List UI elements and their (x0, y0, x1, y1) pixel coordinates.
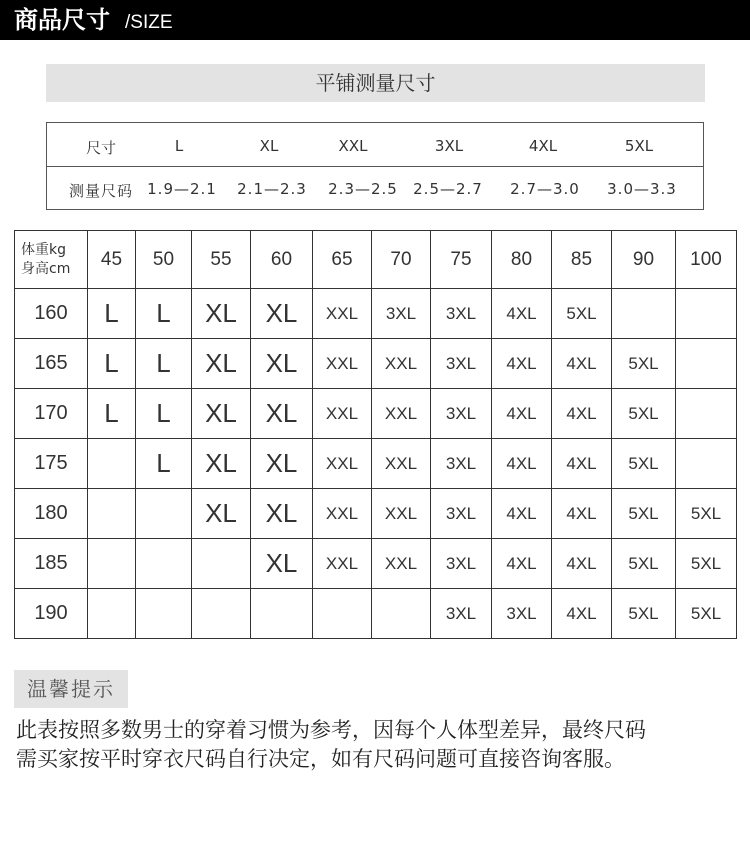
size-cell (612, 289, 676, 339)
height-label-cell: 160 (15, 289, 88, 339)
weight-header-cell: 55 (192, 231, 251, 289)
table-row (15, 389, 737, 439)
size-cell (192, 539, 251, 589)
size-cell: 5XL (676, 589, 737, 639)
size-cell: 4XL (492, 339, 552, 389)
height-label-cell: 180 (15, 489, 88, 539)
measure-range-cell: 1.9—2.1 (147, 180, 217, 198)
size-cell: XXL (372, 489, 431, 539)
size-cell: 4XL (552, 339, 612, 389)
tips-label: 温馨提示 (14, 670, 128, 708)
height-label-cell: 190 (15, 589, 88, 639)
height-label-cell: 185 (15, 539, 88, 589)
size-cell: 5XL (676, 539, 737, 589)
size-cell: XL (251, 389, 313, 439)
header-bar (0, 0, 750, 40)
measure-size-cell: L (174, 137, 184, 155)
size-cell: XXL (313, 489, 372, 539)
size-cell: 5XL (612, 389, 676, 439)
size-cell: L (88, 339, 136, 389)
size-cell: XXL (372, 339, 431, 389)
table-row (15, 539, 737, 589)
measure-table (46, 122, 704, 210)
measure-section-title: 平铺测量尺寸 (46, 64, 705, 102)
weight-header-cell: 100 (676, 231, 737, 289)
measure-range-cell: 2.7—3.0 (510, 180, 580, 198)
tips-text (16, 716, 740, 774)
height-label-cell: 175 (15, 439, 88, 489)
header-title: 商品尺寸 (14, 6, 110, 34)
size-cell: XL (251, 439, 313, 489)
size-cell: XL (192, 439, 251, 489)
size-cell: 4XL (492, 489, 552, 539)
size-cell: L (136, 389, 192, 439)
size-cell: L (88, 289, 136, 339)
size-cell (676, 339, 737, 389)
size-cell: 4XL (552, 489, 612, 539)
weight-header-cell: 75 (431, 231, 492, 289)
size-cell: L (88, 389, 136, 439)
size-cell: XXL (313, 289, 372, 339)
size-cell: XL (192, 289, 251, 339)
size-cell: 4XL (552, 589, 612, 639)
size-cell (676, 389, 737, 439)
size-cell (88, 539, 136, 589)
size-cell: L (136, 439, 192, 489)
size-cell (88, 439, 136, 489)
measure-table-divider (47, 166, 703, 167)
size-cell (192, 589, 251, 639)
measure-size-cell: 3XL (434, 137, 464, 155)
tips-line: 需买家按平时穿衣尺码自行决定，如有尺码问题可直接咨询客服。 (16, 747, 625, 771)
table-row (15, 489, 737, 539)
size-cell (676, 439, 737, 489)
size-cell: 5XL (612, 589, 676, 639)
size-cell (136, 539, 192, 589)
size-cell: 4XL (552, 389, 612, 439)
size-cell (676, 289, 737, 339)
size-cell: L (136, 339, 192, 389)
size-cell: 3XL (431, 389, 492, 439)
size-cell (88, 489, 136, 539)
measure-size-cell: 4XL (528, 137, 558, 155)
size-chart-corner (15, 231, 88, 289)
size-cell (372, 589, 431, 639)
size-cell (88, 589, 136, 639)
corner-weight-label: 体重kg (21, 241, 66, 258)
weight-header-cell: 65 (313, 231, 372, 289)
size-cell: XXL (313, 339, 372, 389)
weight-header-cell: 70 (372, 231, 431, 289)
size-cell: XXL (313, 539, 372, 589)
size-cell (136, 489, 192, 539)
size-cell: L (136, 289, 192, 339)
measure-range-cell: 2.5—2.7 (413, 180, 483, 198)
size-chart-header-row (15, 231, 737, 289)
tips-line: 此表按照多数男士的穿着习惯为参考，因每个人体型差异，最终尺码 (16, 718, 646, 742)
size-cell: 4XL (492, 439, 552, 489)
measure-range-cell: 2.3—2.5 (328, 180, 398, 198)
size-cell: 4XL (492, 539, 552, 589)
weight-header-cell: 80 (492, 231, 552, 289)
measure-range-cell: 2.1—2.3 (237, 180, 307, 198)
corner-height-label: 身高cm (21, 260, 71, 277)
height-label-cell: 165 (15, 339, 88, 389)
size-cell: XL (192, 339, 251, 389)
size-cell: XL (192, 389, 251, 439)
table-row (15, 289, 737, 339)
size-cell (313, 589, 372, 639)
size-cell: 4XL (552, 439, 612, 489)
size-cell: 3XL (431, 489, 492, 539)
measure-range-cell: 3.0—3.3 (607, 180, 677, 198)
weight-header-cell: 45 (88, 231, 136, 289)
size-cell: 5XL (612, 489, 676, 539)
size-cell: 5XL (552, 289, 612, 339)
measure-size-cell: XXL (338, 137, 368, 155)
table-row (15, 339, 737, 389)
size-cell: XXL (313, 439, 372, 489)
size-cell: XXL (372, 439, 431, 489)
size-cell: 3XL (431, 539, 492, 589)
measure-row-label-range: 测量尺码 (68, 182, 134, 200)
size-cell: 3XL (372, 289, 431, 339)
size-cell: 4XL (492, 389, 552, 439)
size-cell: XL (192, 489, 251, 539)
table-row (15, 439, 737, 489)
size-cell: 5XL (612, 339, 676, 389)
measure-row-label-size: 尺寸 (85, 139, 117, 157)
weight-header-cell: 85 (552, 231, 612, 289)
size-cell (136, 589, 192, 639)
size-cell: XL (251, 339, 313, 389)
size-cell: XL (251, 289, 313, 339)
weight-header-cell: 90 (612, 231, 676, 289)
height-label-cell: 170 (15, 389, 88, 439)
size-cell: XL (251, 539, 313, 589)
size-cell: XXL (372, 389, 431, 439)
weight-header-cell: 60 (251, 231, 313, 289)
size-cell: 4XL (552, 539, 612, 589)
size-cell: 3XL (492, 589, 552, 639)
size-cell: 3XL (431, 289, 492, 339)
size-cell: XXL (313, 389, 372, 439)
size-cell: XXL (372, 539, 431, 589)
table-row (15, 589, 737, 639)
size-cell: 5XL (676, 489, 737, 539)
size-cell: 5XL (612, 439, 676, 489)
measure-size-cell: 5XL (624, 137, 654, 155)
size-cell: XL (251, 489, 313, 539)
measure-size-cell: XL (259, 137, 279, 155)
header-subtitle: /SIZE (125, 12, 173, 33)
size-cell: 3XL (431, 439, 492, 489)
size-cell: 3XL (431, 339, 492, 389)
size-cell: 5XL (612, 539, 676, 589)
size-cell: 3XL (431, 589, 492, 639)
size-cell: 4XL (492, 289, 552, 339)
size-chart-table (14, 230, 737, 639)
size-cell (251, 589, 313, 639)
weight-header-cell: 50 (136, 231, 192, 289)
